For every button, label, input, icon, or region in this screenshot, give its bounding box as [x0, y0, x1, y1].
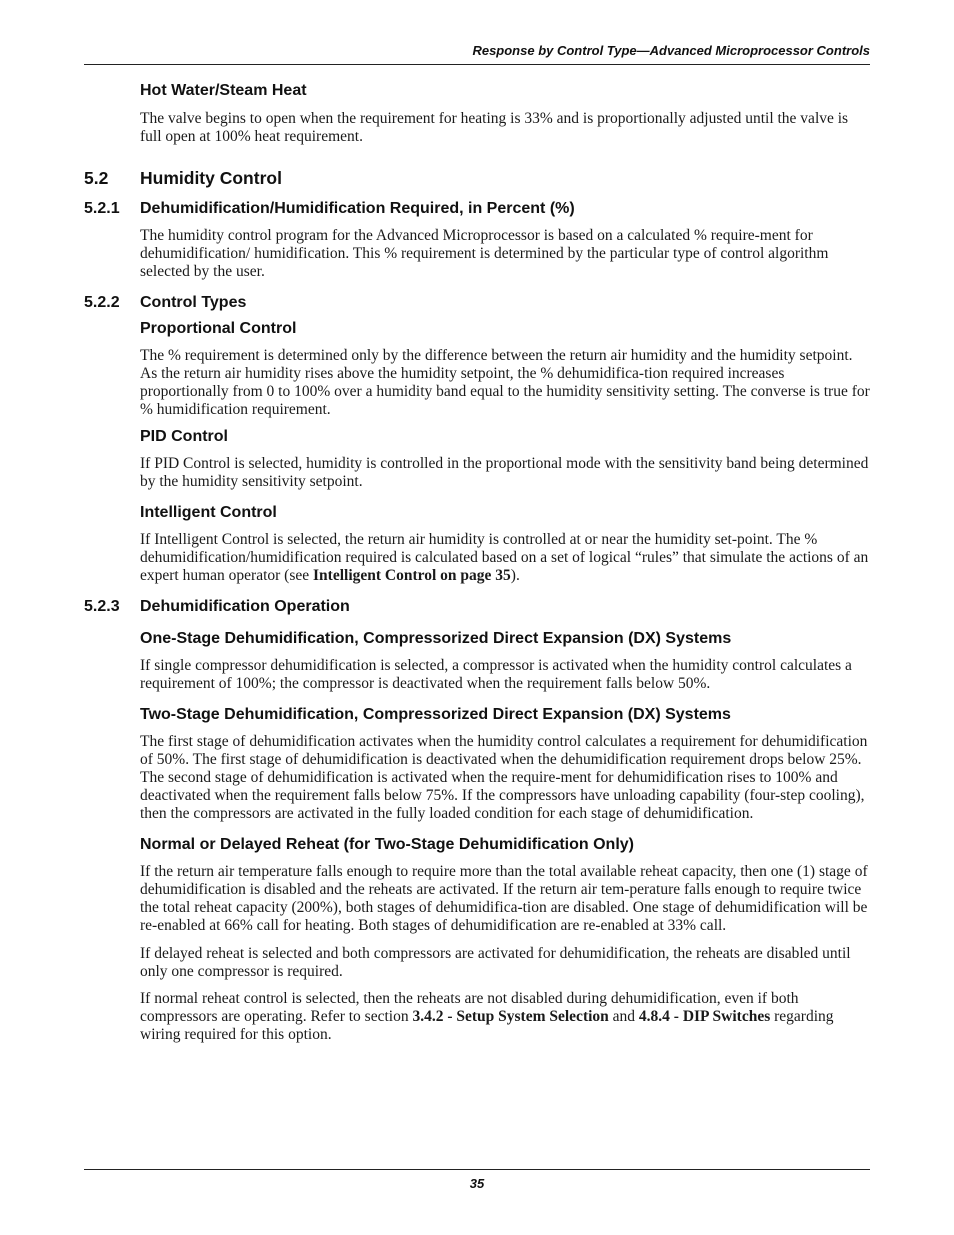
cross-reference-link[interactable]: Intelligent Control on page 35 — [313, 567, 511, 584]
para-reheat-2: If delayed reheat is selected and both compressors are activated for dehumidification, the reheats are disabled until only one compressor is required. — [140, 945, 851, 980]
cross-reference-link[interactable]: 3.4.2 - Setup System Selection — [412, 1008, 609, 1025]
heading-hot-water: Hot Water/Steam Heat — [140, 82, 307, 99]
page-body — [84, 78, 870, 1044]
section-title: Dehumidification/Humidification Required, in Percent (%) — [140, 200, 575, 217]
section-number: 5.2.1 — [84, 200, 120, 217]
para-text: and — [608, 1008, 639, 1025]
section-number: 5.2 — [84, 168, 109, 188]
heading-reheat: Normal or Delayed Reheat (for Two-Stage Dehumidification Only) — [140, 836, 634, 853]
para-reheat-1: If the return air temperature falls enough to require more than the total available reheat capacity, then one (1) stage of dehumidification is disabled and the reheats are activated. If the return air tem-perature falls enough to require twice the total reheat capacity (200%), both stages of dehumidifica-tion are disabled. One stage of dehumidification will be re-enabled at 66% call for heating. Both stages of dehumidification are re-enabled at 33% call. — [140, 863, 868, 934]
page-number: 35 — [469, 1176, 485, 1191]
footer-rule — [84, 1169, 870, 1170]
section-5-2-2-heading — [84, 293, 870, 313]
heading-intelligent-control: Intelligent Control — [140, 504, 277, 521]
section-title: Control Types — [140, 294, 247, 311]
cross-reference-link[interactable]: 4.8.4 - DIP Switches — [638, 1008, 771, 1025]
para-proportional-control: The % requirement is determined only by the difference between the return air humidity and the humidity setpoint. As the return air humidity rises above the humidity setpoint, the % dehumidifica-tion required increases proportionally from 0 to 100% over a humidity band equal to the humidity sensitivity setting. The converse is true for % humidification requirement. — [140, 347, 870, 418]
running-header: Response by Control Type—Advanced Microprocessor Controls — [472, 43, 870, 58]
para-text: If Intelligent Control is selected, the return air humidity is controlled at or near the humidity set-point. The % dehumidification/humidification required is calculated based on a set of logical “rules” that simulate the actions of an expert human operator (see — [140, 531, 869, 584]
section-title: Dehumidification Operation — [140, 598, 350, 615]
section-5-2-3-heading — [84, 597, 870, 617]
heading-one-stage: One-Stage Dehumidification, Compressorized Direct Expansion (DX) Systems — [140, 630, 732, 647]
para-one-stage: If single compressor dehumidification is selected, a compressor is activated when the humidity control calculates a requirement of 100%; the compressor is deactivated when the requirement falls below 50%. — [140, 657, 852, 692]
section-title: Humidity Control — [140, 168, 282, 188]
section-number: 5.2.3 — [84, 598, 120, 615]
heading-two-stage: Two-Stage Dehumidification, Compressorized Direct Expansion (DX) Systems — [140, 706, 731, 723]
heading-pid-control: PID Control — [140, 428, 228, 445]
para-reheat-3 — [84, 990, 870, 1044]
para-pid-control: If PID Control is selected, humidity is controlled in the proportional mode with the sensitivity band being determined by the humidity sensitivity setpoint. — [140, 455, 869, 490]
para-two-stage: The first stage of dehumidification activates when the humidity control calculates a requirement for dehumidification of 50%. The first stage of dehumidification is deactivated when the dehumidification requirement drops below 25%. The second stage of dehumidification is activated when the require-ment for dehumidification rises to 100% and deactivated when the requirement falls below 75%. If the compressors have unloading capability (four-step cooling), then the compressors are activated in the fully loaded condition for each stage of dehumidification. — [140, 733, 868, 822]
para-text: ). — [510, 567, 520, 584]
section-5-2-heading — [84, 167, 870, 189]
para-intelligent-control — [84, 531, 870, 585]
heading-proportional-control: Proportional Control — [140, 320, 297, 337]
section-number: 5.2.2 — [84, 294, 120, 311]
para-hot-water: The valve begins to open when the requirement for heating is 33% and is proportionally adjusted until the valve is full open at 100% heat requirement. — [140, 110, 849, 145]
para-text: regarding wiring required for this option. — [140, 1008, 834, 1043]
section-5-2-1-heading — [84, 199, 870, 219]
header-rule — [84, 64, 870, 65]
para-5-2-1: The humidity control program for the Advanced Microprocessor is based on a calculated % require-ment for dehumidification/ humidification. This % requirement is determined by the particular type of control algorithm selected by the user. — [140, 227, 829, 280]
para-text: If normal reheat control is selected, then the reheats are not disabled during dehumidification, even if both compressors are operating. Refer to section — [140, 990, 799, 1025]
